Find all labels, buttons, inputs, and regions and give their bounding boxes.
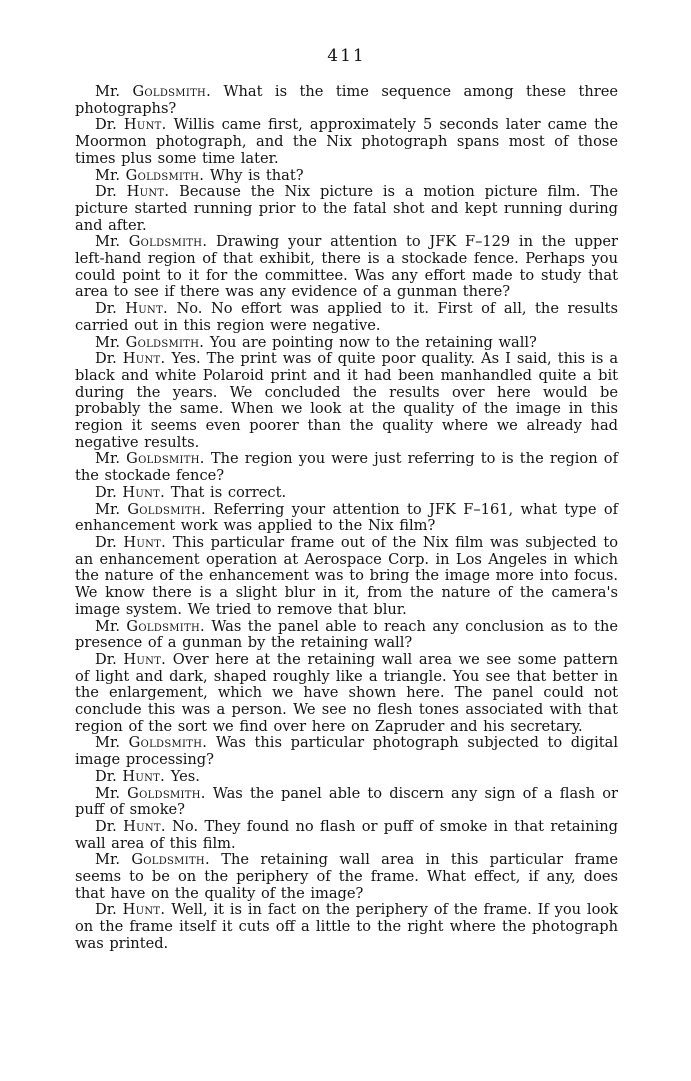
speaker-title: Dr.	[95, 901, 117, 919]
speaker-title: Dr.	[95, 300, 117, 318]
speaker-title: Dr.	[95, 817, 117, 835]
speaker-title: Mr.	[95, 734, 120, 752]
speaker-title: Dr.	[95, 533, 117, 551]
dialogue-paragraph	[75, 535, 618, 619]
speaker-surname: Hunt.	[122, 767, 166, 785]
dialogue-paragraph	[75, 84, 618, 117]
speaker-title: Dr.	[95, 350, 117, 368]
speaker-title: Mr.	[95, 450, 120, 468]
speaker-surname: Goldsmith.	[126, 450, 205, 468]
speaker-title: Mr.	[95, 333, 120, 351]
utterance-text: Referring your attention to JFK F–161, what type of enhancement work was applied to the Nix film?	[75, 500, 619, 535]
utterance-text: The region you were just referring to is the region of the stockade fence?	[75, 450, 618, 485]
speaker-surname: Goldsmith.	[125, 166, 205, 184]
dialogue-paragraph	[75, 786, 618, 819]
utterance-text: Why is that?	[209, 166, 304, 184]
dialogue-paragraph	[75, 852, 618, 902]
utterance-text: No. They found no flash or puff of smoke in that retaining wall area of this film.	[75, 817, 618, 852]
speaker-surname: Goldsmith.	[126, 617, 205, 635]
speaker-title: Mr.	[95, 166, 120, 184]
utterance-text: Yes.	[170, 767, 200, 785]
utterance-text: Drawing your attention to JFK F–129 in the upper left-hand region of that exhibit, there is a stockade fence. Perhaps you could point to it for the committee. Was any effort made to study that area to see if there was any evidence of a gunman there?	[75, 233, 619, 301]
dialogue-paragraph	[75, 184, 618, 234]
utterance-text: Over here at the retaining wall area we see some pattern of light and dark, shaped roughly like a triangle. You see that better in the enlargement, which we have shown here. The panel could not conclude this was a person. We see no flesh tones associated with that region of the sort we find over here on Zapruder and his secretary.	[75, 650, 618, 735]
speaker-title: Mr.	[95, 83, 120, 100]
speaker-surname: Goldsmith.	[128, 734, 208, 752]
speaker-surname: Hunt.	[123, 650, 167, 668]
dialogue-paragraph	[75, 485, 618, 502]
dialogue-paragraph	[75, 168, 618, 185]
speaker-title: Dr.	[95, 767, 117, 785]
utterance-text: That is correct.	[170, 483, 287, 501]
speaker-surname: Goldsmith.	[125, 333, 205, 351]
dialogue-paragraph	[75, 902, 618, 952]
speaker-surname: Goldsmith.	[128, 233, 208, 251]
speaker-surname: Hunt.	[122, 901, 166, 919]
dialogue-paragraph	[75, 619, 618, 652]
utterance-text: Yes. The print was of quite poor quality. As I said, this is a black and white Polaroid print and it had been manhandled quite a bit during the years. We concluded the results over here would be probably the same. When we look at the quality of the image in this region it seems even poorer than the quality where we already had negative results.	[75, 350, 619, 451]
speaker-title: Dr.	[95, 183, 117, 201]
utterance-text: Was the panel able to reach any conclusion as to the presence of a gunman by the retaining wall?	[75, 617, 619, 652]
dialogue-paragraph	[75, 234, 618, 301]
dialogue-paragraph	[75, 301, 618, 334]
utterance-text: Willis came first, approximately 5 seconds later came the Moormon photograph, and the Nix photograph spans most of those times plus some time later.	[75, 116, 618, 167]
dialogue-paragraph	[75, 735, 618, 768]
speaker-title: Mr.	[95, 851, 120, 869]
utterance-text: Was this particular photograph subjected to digital image processing?	[75, 734, 619, 769]
utterance-text: The retaining wall area in this particular frame seems to be on the periphery of the frame. What effect, if any, does that have on the quality of the image?	[75, 851, 619, 902]
speaker-title: Dr.	[95, 650, 117, 668]
dialogue-paragraph	[75, 351, 618, 451]
speaker-surname: Hunt.	[125, 300, 168, 318]
transcript-body	[75, 84, 618, 953]
speaker-surname: Hunt.	[126, 183, 170, 201]
dialogue-paragraph	[75, 117, 618, 167]
speaker-title: Mr.	[95, 784, 120, 802]
utterance-text: This particular frame out of the Nix film was subjected to an enhancement operation at Aerospace Corp. in Los Angeles in which the nature of the enhancement was to bring the image more into focus. We know there is a slight blur in it, from the nature of the camera's image system. We tried to remove that blur.	[75, 533, 618, 618]
dialogue-paragraph	[75, 819, 618, 852]
utterance-text: No. No effort was applied to it. First of all, the results carried out in this region were negative.	[75, 300, 619, 334]
speaker-surname: Hunt.	[123, 116, 167, 134]
speaker-surname: Hunt.	[122, 350, 166, 368]
speaker-surname: Goldsmith.	[127, 784, 206, 802]
page-number: 411	[327, 46, 366, 66]
speaker-surname: Hunt.	[123, 817, 166, 835]
speaker-surname: Goldsmith.	[131, 851, 210, 869]
speaker-surname: Goldsmith.	[132, 83, 212, 100]
utterance-text: Because the Nix picture is a motion picture film. The picture started running prior to the fatal shot and kept running during and after.	[75, 183, 618, 234]
dialogue-paragraph	[75, 502, 618, 535]
speaker-title: Mr.	[95, 500, 120, 518]
speaker-title: Dr.	[95, 483, 117, 501]
dialogue-paragraph	[75, 652, 618, 736]
utterance-text: Was the panel able to discern any sign of a flash or puff of smoke?	[75, 784, 618, 819]
speaker-title: Dr.	[95, 116, 117, 134]
speaker-surname: Hunt.	[123, 533, 167, 551]
dialogue-paragraph	[75, 335, 618, 352]
utterance-text: You are pointing now to the retaining wall?	[209, 333, 537, 351]
speaker-title: Mr.	[95, 617, 120, 635]
speaker-title: Mr.	[95, 233, 120, 251]
utterance-text: Well, it is in fact on the periphery of the frame. If you look on the frame itself it cuts off a little to the right where the photograph was printed.	[75, 901, 619, 952]
dialogue-paragraph	[75, 769, 618, 786]
speaker-surname: Hunt.	[122, 483, 166, 501]
utterance-text: What is the time sequence among these three photographs?	[75, 83, 619, 117]
dialogue-paragraph	[75, 451, 618, 484]
speaker-surname: Goldsmith.	[127, 500, 206, 518]
